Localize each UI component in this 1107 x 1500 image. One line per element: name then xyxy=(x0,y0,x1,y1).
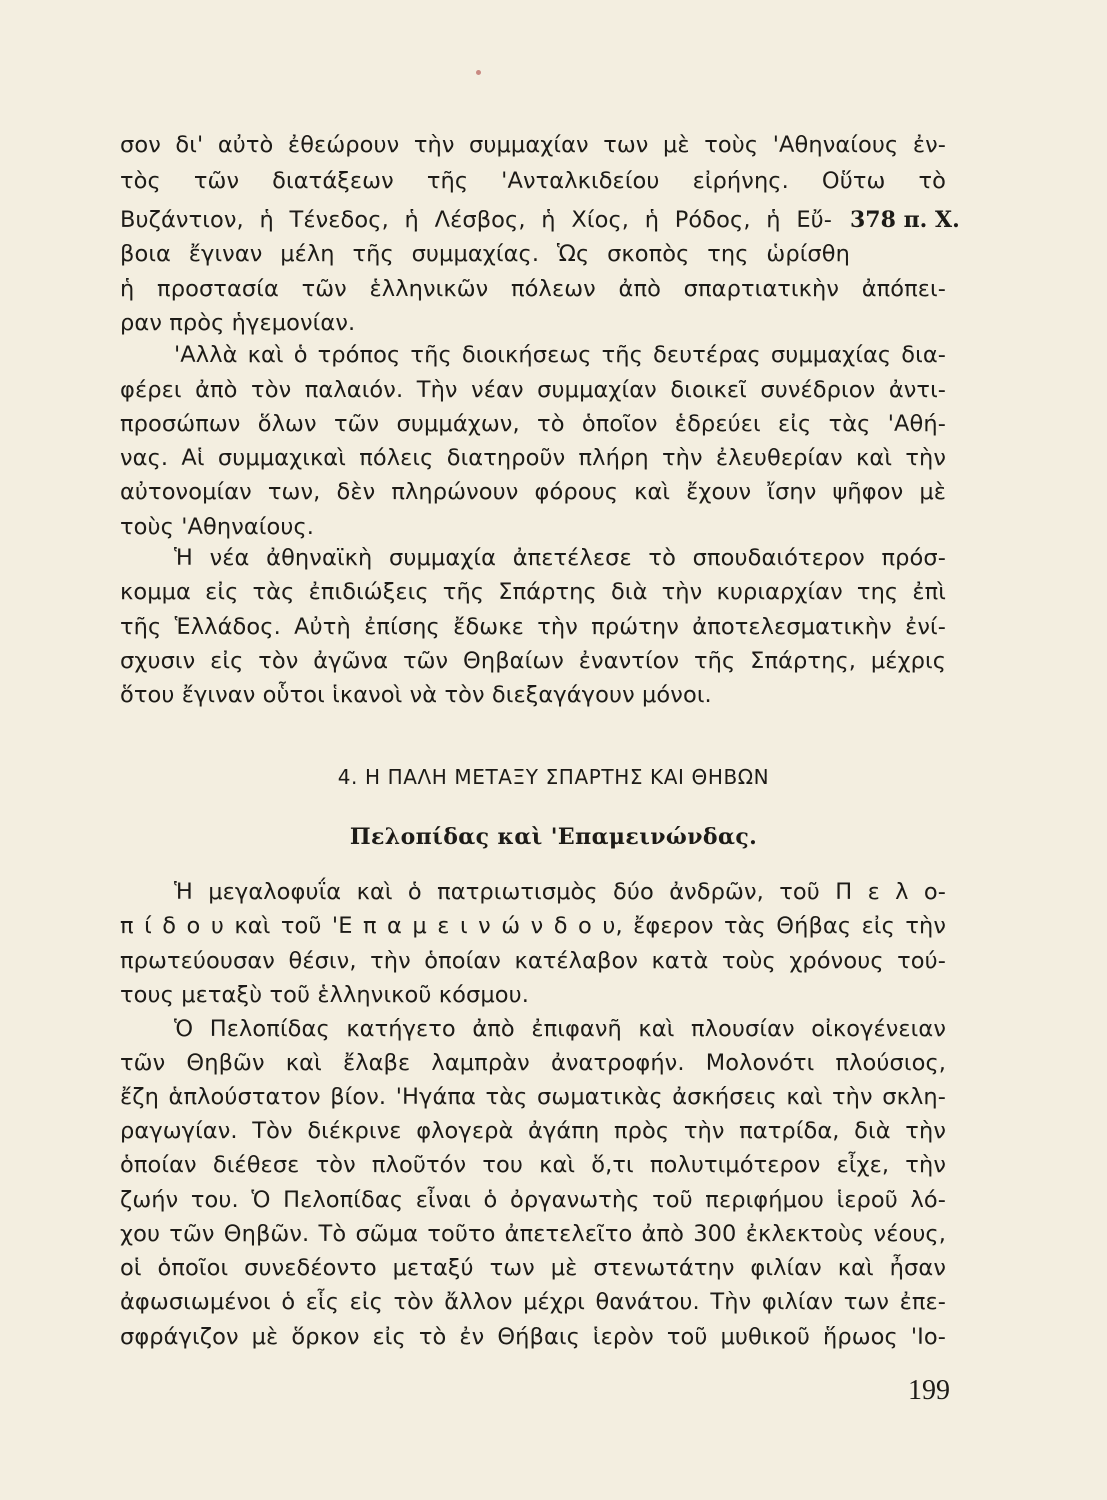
text-line: χου τῶν Θηβῶν. Τὸ σῶμα τοῦτο ἀπετελεῖτο ἀπὸ 300 ἐκλεκτοὺς νέους, xyxy=(120,1221,946,1247)
text-line: ἡ προστασία τῶν ἑλληνικῶν πόλεων ἀπὸ σπαρτιατικὴν ἀπόπει- xyxy=(120,276,946,302)
text-line: νας. Αἱ συμμαχικαὶ πόλεις διατηροῦν πλήρη τὴν ἐλευθερίαν καὶ τὴν xyxy=(120,445,946,471)
text-line: Ἡ νέα ἀθηναϊκὴ συμμαχία ἀπετέλεσε τὸ σπουδαιότερον πρόσ- xyxy=(174,545,946,571)
text-line: ραν πρὸς ἡγεμονίαν. xyxy=(120,310,356,336)
text-line: Ὁ Πελοπίδας κατήγετο ἀπὸ ἐπιφανῆ καὶ πλουσίαν οἰκογένειαν xyxy=(174,1016,946,1042)
text-line: ἔζη ἁπλούστατον βίον. 'Ηγάπα τὰς σωματικὰς ἀσκήσεις καὶ τὴν σκλη- xyxy=(120,1084,946,1110)
text-line: σον δι' αὐτὸ ἐθεώρουν τὴν συμμαχίαν των μὲ τοὺς 'Αθηναίους ἐν- xyxy=(120,132,946,158)
section-title: 4. Η ΠΑΛΗ ΜΕΤΑΞΥ ΣΠΑΡΤΗΣ ΚΑΙ ΘΗΒΩΝ xyxy=(337,765,770,789)
text-line: ραγωγίαν. Τὸν διέκρινε φλογερὰ ἀγάπη πρὸς τὴν πατρίδα, διὰ τὴν xyxy=(120,1118,946,1144)
text-line: τους μεταξὺ τοῦ ἑλληνικοῦ κόσμου. xyxy=(120,982,530,1008)
text-line: π ί δ ο υ καὶ τοῦ 'Ε π α μ ε ι ν ώ ν δ ο υ, ἔφερον τὰς Θήβας εἰς τὴν xyxy=(120,913,946,939)
margin-date-note: 378 π. Χ. xyxy=(846,203,960,237)
text-line: οἱ ὁποῖοι συνεδέοντο μεταξύ των μὲ στενωτάτην φιλίαν καὶ ἦσαν xyxy=(120,1255,946,1281)
text-line: αὐτονομίαν των, δὲν πληρώνουν φόρους καὶ ἔχουν ἴσην ψῆφον μὲ xyxy=(120,479,946,505)
text-line: φέρει ἀπὸ τὸν παλαιόν. Τὴν νέαν συμμαχίαν διοικεῖ συνέδριον ἀντι- xyxy=(120,377,946,403)
text-line: τοὺς 'Αθηναίους. xyxy=(120,514,315,540)
text-line: τῆς Ἑλλάδος. Αὐτὴ ἐπίσης ἔδωκε τὴν πρώτην ἀποτελεσματικὴν ἐνί- xyxy=(120,614,946,640)
text-line: κομμα εἰς τὰς ἐπιδιώξεις τῆς Σπάρτης διὰ τὴν κυριαρχίαν της ἐπὶ xyxy=(120,579,946,605)
text-line: σφράγιζον μὲ ὅρκον εἰς τὸ ἐν Θήβαις ἱερὸν τοῦ μυθικοῦ ἥρωος 'Ιο- xyxy=(120,1324,946,1350)
text-line: Βυζάντιον, ἡ Τένεδος, ἡ Λέσβος, ἡ Χίος, ἡ Ρόδος, ἡ Εὔ- xyxy=(120,207,832,233)
text-line: τῶν Θηβῶν καὶ ἔλαβε λαμπρὰν ἀνατροφήν. Μολονότι πλούσιος, xyxy=(120,1050,946,1076)
text-line: τὸς τῶν διατάξεων τῆς 'Ανταλκιδείου εἰρήνης. Οὕτω τὸ xyxy=(120,168,946,194)
page-number: 199 xyxy=(908,1375,950,1406)
text-line: πρωτεύουσαν θέσιν, τὴν ὁποίαν κατέλαβον κατὰ τοὺς χρόνους τού- xyxy=(120,948,946,974)
text-line: ἀφωσιωμένοι ὁ εἷς εἰς τὸν ἄλλον μέχρι θανάτου. Τὴν φιλίαν των ἐπε- xyxy=(120,1289,946,1315)
text-line: σχυσιν εἰς τὸν ἀγῶνα τῶν Θηβαίων ἐναντίον τῆς Σπάρτης, μέχρις xyxy=(120,648,946,674)
text-line: βοια ἔγιναν μέλη τῆς συμμαχίας. Ὡς σκοπὸς της ὡρίσθη xyxy=(120,241,850,267)
ink-mark xyxy=(476,70,481,75)
section-subtitle: Πελοπίδας καὶ 'Επαμεινώνδας. xyxy=(349,824,758,850)
text-line: προσώπων ὅλων τῶν συμμάχων, τὸ ὁποῖον ἑδρεύει εἰς τὰς 'Αθή- xyxy=(120,411,946,437)
text-line: ζωήν του. Ὁ Πελοπίδας εἶναι ὁ ὀργανωτὴς τοῦ περιφήμου ἱεροῦ λό- xyxy=(120,1187,946,1213)
text-line: Ἡ μεγαλοφυΐα καὶ ὁ πατριωτισμὸς δύο ἀνδρῶν, τοῦ Π ε λ ο- xyxy=(174,879,946,905)
text-line: ὅτου ἔγιναν οὗτοι ἱκανοὶ νὰ τὸν διεξαγάγουν μόνοι. xyxy=(120,682,712,708)
text-line: 'Αλλὰ καὶ ὁ τρόπος τῆς διοικήσεως τῆς δευτέρας συμμαχίας δια- xyxy=(174,342,946,368)
text-line: ὁποίαν διέθεσε τὸν πλοῦτόν του καὶ ὅ,τι πολυτιμότερον εἶχε, τὴν xyxy=(120,1152,946,1178)
